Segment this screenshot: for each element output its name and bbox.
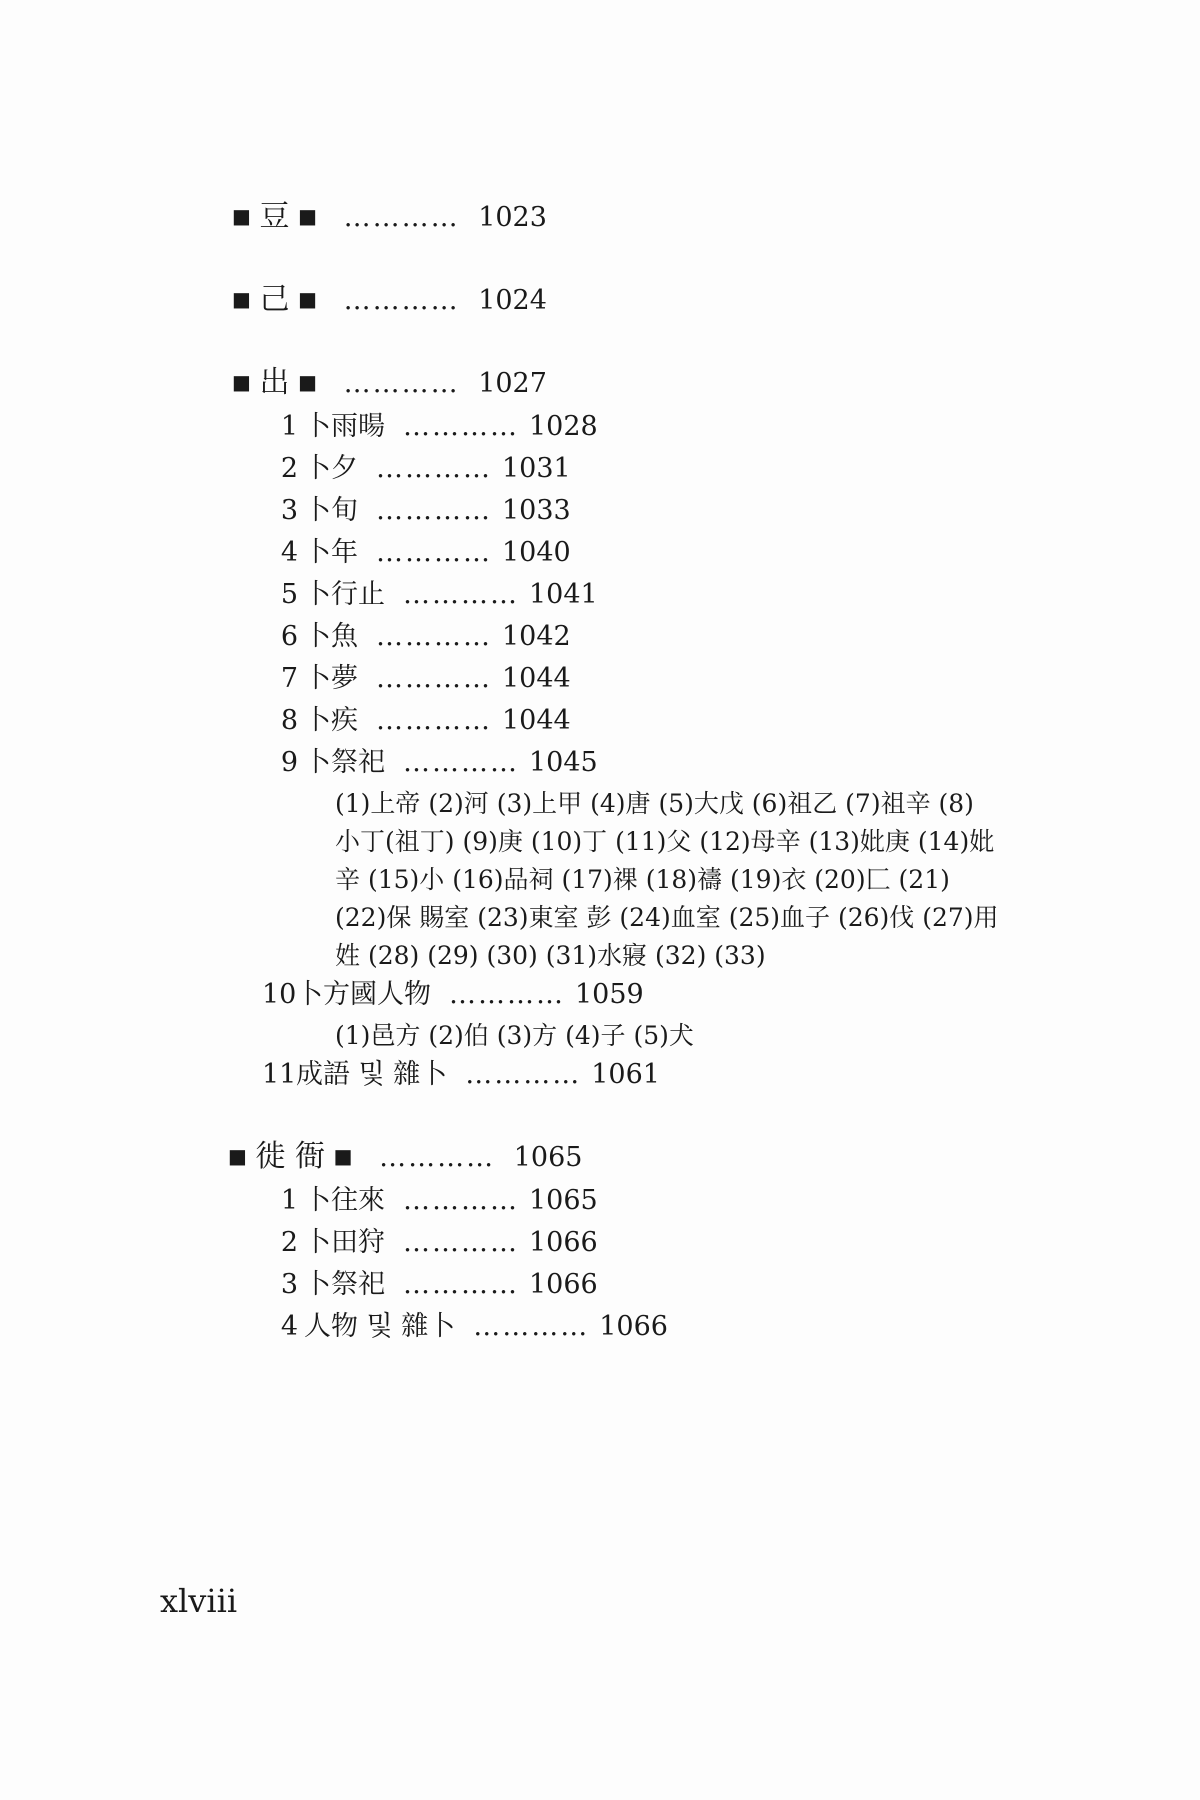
toc-item <box>270 704 571 738</box>
item-label: 卜祭祀 <box>304 747 385 778</box>
page-number: 1041 <box>529 579 598 610</box>
toc-item <box>262 1058 660 1092</box>
page-number: 1066 <box>599 1311 668 1342</box>
item-label: 卜夕 <box>304 453 358 484</box>
leader-dots: ………… <box>343 202 460 233</box>
item-label: 卜旬 <box>304 495 358 526</box>
page-number: 1033 <box>502 495 571 526</box>
item-number: 6 <box>280 621 298 652</box>
page-number: 1065 <box>513 1142 583 1173</box>
item-label: 成語 및 雜卜 <box>296 1059 448 1090</box>
page-number: 1059 <box>575 979 644 1010</box>
subentries-9 <box>335 785 1055 975</box>
toc-section-dou <box>232 200 547 236</box>
subentry-line: (1)上帝 (2)河 (3)上甲 (4)唐 (5)大戊 (6)祖乙 (7)祖辛 (8) <box>335 789 974 818</box>
item-number: 1 <box>280 411 298 442</box>
page-number: 1066 <box>529 1227 598 1258</box>
bullet-square-icon: ■ <box>232 287 251 311</box>
leader-dots: ………… <box>403 579 519 610</box>
section-title: 己 <box>259 282 290 317</box>
item-label: 卜行止 <box>304 579 385 610</box>
item-number: 9 <box>280 747 298 778</box>
page-number: 1044 <box>502 705 571 736</box>
item-number: 3 <box>280 495 298 526</box>
item-number: 2 <box>280 453 298 484</box>
item-label: 卜魚 <box>304 621 358 652</box>
bullet-square-icon: ■ <box>232 370 251 394</box>
leader-dots: ………… <box>376 663 492 694</box>
item-label: 卜方國人物 <box>296 979 431 1010</box>
subentry-line: (22)保 賜室 (23)東室 彭 (24)血室 (25)血子 (26)伐 (27)用 <box>335 903 999 932</box>
leader-dots: ………… <box>403 747 519 778</box>
page-folio: xlviii <box>160 1582 238 1620</box>
item-number: 7 <box>280 663 298 694</box>
item-label: 卜疾 <box>304 705 358 736</box>
leader-dots: ………… <box>403 1227 519 1258</box>
leader-dots: ………… <box>376 705 492 736</box>
toc-item <box>270 620 571 654</box>
toc-item <box>270 410 598 444</box>
subentry-line: 辛 (15)小 (16)品祠 (17)祼 (18)禱 (19)衣 (20)匚 (21) <box>335 865 950 894</box>
bullet-square-icon: ■ <box>298 287 317 311</box>
toc-item <box>270 662 571 696</box>
toc-item <box>270 536 571 570</box>
page-number: 1024 <box>478 285 547 316</box>
page-number: 1031 <box>502 453 571 484</box>
toc-item <box>262 978 644 1012</box>
page-number: 1045 <box>529 747 598 778</box>
leader-dots: ………… <box>379 1142 496 1173</box>
bullet-square-icon: ■ <box>232 204 251 228</box>
leader-dots: ………… <box>403 1269 519 1300</box>
leader-dots: ………… <box>465 1059 582 1090</box>
page-number: 1044 <box>502 663 571 694</box>
leader-dots: ………… <box>403 411 519 442</box>
toc-item <box>270 1310 668 1344</box>
page-number: 1023 <box>478 202 547 233</box>
item-number: 11 <box>262 1059 297 1090</box>
subentry-line: 姓 (28) (29) (30) (31)水寢 (32) (33) <box>335 941 766 970</box>
toc-item <box>270 1268 598 1302</box>
toc-section-chu <box>232 366 547 402</box>
leader-dots: ………… <box>403 1185 519 1216</box>
toc-item <box>270 578 598 612</box>
item-label: 人物 및 雜卜 <box>304 1311 456 1342</box>
leader-dots: ………… <box>343 368 460 399</box>
leader-dots: ………… <box>449 979 565 1010</box>
item-label: 卜田狩 <box>304 1227 385 1258</box>
item-number: 10 <box>262 979 297 1010</box>
leader-dots: ………… <box>376 453 492 484</box>
toc-item <box>270 452 571 486</box>
page-number: 1065 <box>529 1185 598 1216</box>
page-number: 1040 <box>502 537 571 568</box>
section-title: 豆 <box>259 199 290 234</box>
toc-item <box>270 1184 598 1218</box>
item-label: 卜往來 <box>304 1185 385 1216</box>
item-label: 卜年 <box>304 537 358 568</box>
item-number: 1 <box>280 1185 298 1216</box>
page-number: 1028 <box>529 411 598 442</box>
toc-item <box>270 746 598 780</box>
subentry-line: (1)邑方 (2)伯 (3)方 (4)子 (5)犬 <box>335 1021 694 1050</box>
leader-dots: ………… <box>343 285 460 316</box>
subentry-line: 小丁(祖丁) (9)庚 (10)丁 (11)父 (12)母辛 (13)妣庚 (14)妣 <box>335 827 995 856</box>
bullet-square-icon: ■ <box>333 1144 353 1168</box>
item-number: 8 <box>280 705 298 736</box>
section-title: 出 <box>259 365 290 400</box>
page-number: 1027 <box>478 368 547 399</box>
bullet-square-icon: ■ <box>298 204 317 228</box>
item-number: 4 <box>280 1311 298 1342</box>
item-label: 卜祭祀 <box>304 1269 385 1300</box>
leader-dots: ………… <box>376 495 492 526</box>
item-number: 2 <box>280 1227 298 1258</box>
item-number: 3 <box>280 1269 298 1300</box>
leader-dots: ………… <box>376 537 492 568</box>
item-number: 4 <box>280 537 298 568</box>
item-label: 卜夢 <box>304 663 358 694</box>
page-number: 1061 <box>591 1059 660 1090</box>
section-title: 徙 衙 <box>255 1139 326 1174</box>
toc-item <box>270 1226 598 1260</box>
toc-section-xi-ya <box>228 1140 582 1176</box>
toc-section-ji <box>232 283 547 319</box>
page-number: 1042 <box>502 621 571 652</box>
bullet-square-icon: ■ <box>228 1144 247 1168</box>
leader-dots: ………… <box>473 1311 590 1342</box>
item-label: 卜雨暘 <box>304 411 385 442</box>
item-number: 5 <box>280 579 298 610</box>
subentries-10 <box>335 1017 1055 1055</box>
bullet-square-icon: ■ <box>298 370 317 394</box>
toc-item <box>270 494 571 528</box>
page-number: 1066 <box>529 1269 598 1300</box>
leader-dots: ………… <box>376 621 492 652</box>
